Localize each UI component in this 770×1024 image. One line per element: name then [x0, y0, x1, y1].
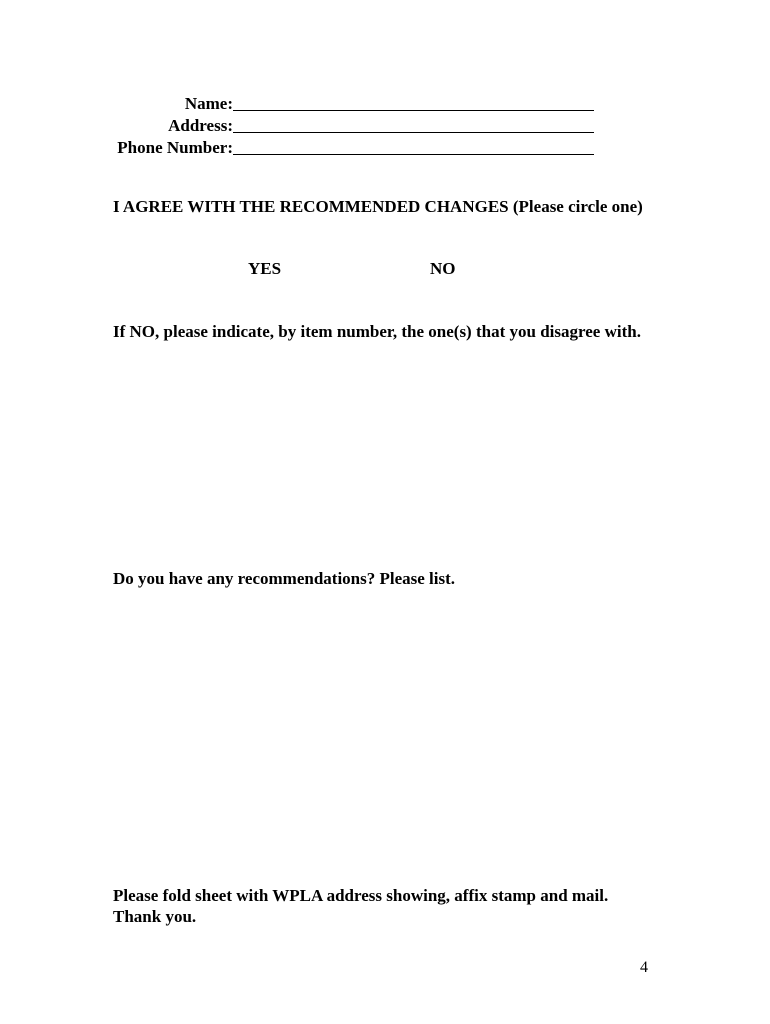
address-field[interactable]	[233, 132, 594, 133]
disagree-prompt: If NO, please indicate, by item number, the one(s) that you disagree with.	[113, 322, 641, 341]
name-field-row	[0, 92, 594, 114]
phone-label: Phone Number:	[117, 138, 233, 157]
closing-instructions: Please fold sheet with WPLA address showing, affix stamp and mail. Thank you.	[113, 886, 609, 926]
address-field-row	[0, 114, 594, 136]
phone-field[interactable]	[233, 154, 594, 155]
disagree-answer-area[interactable]	[113, 370, 643, 550]
yes-option[interactable]: YES	[248, 259, 282, 278]
agreement-question: I AGREE WITH THE RECOMMENDED CHANGES (Please circle one)	[113, 197, 643, 216]
no-option[interactable]: NO	[430, 259, 456, 278]
recommendations-prompt: Do you have any recommendations? Please list.	[113, 569, 456, 588]
name-label: Name:	[184, 94, 233, 113]
page-number: 4	[640, 959, 648, 976]
phone-field-row	[0, 136, 594, 158]
name-field[interactable]	[233, 110, 594, 111]
address-label: Address:	[168, 116, 233, 135]
recommendations-answer-area[interactable]	[113, 598, 643, 868]
